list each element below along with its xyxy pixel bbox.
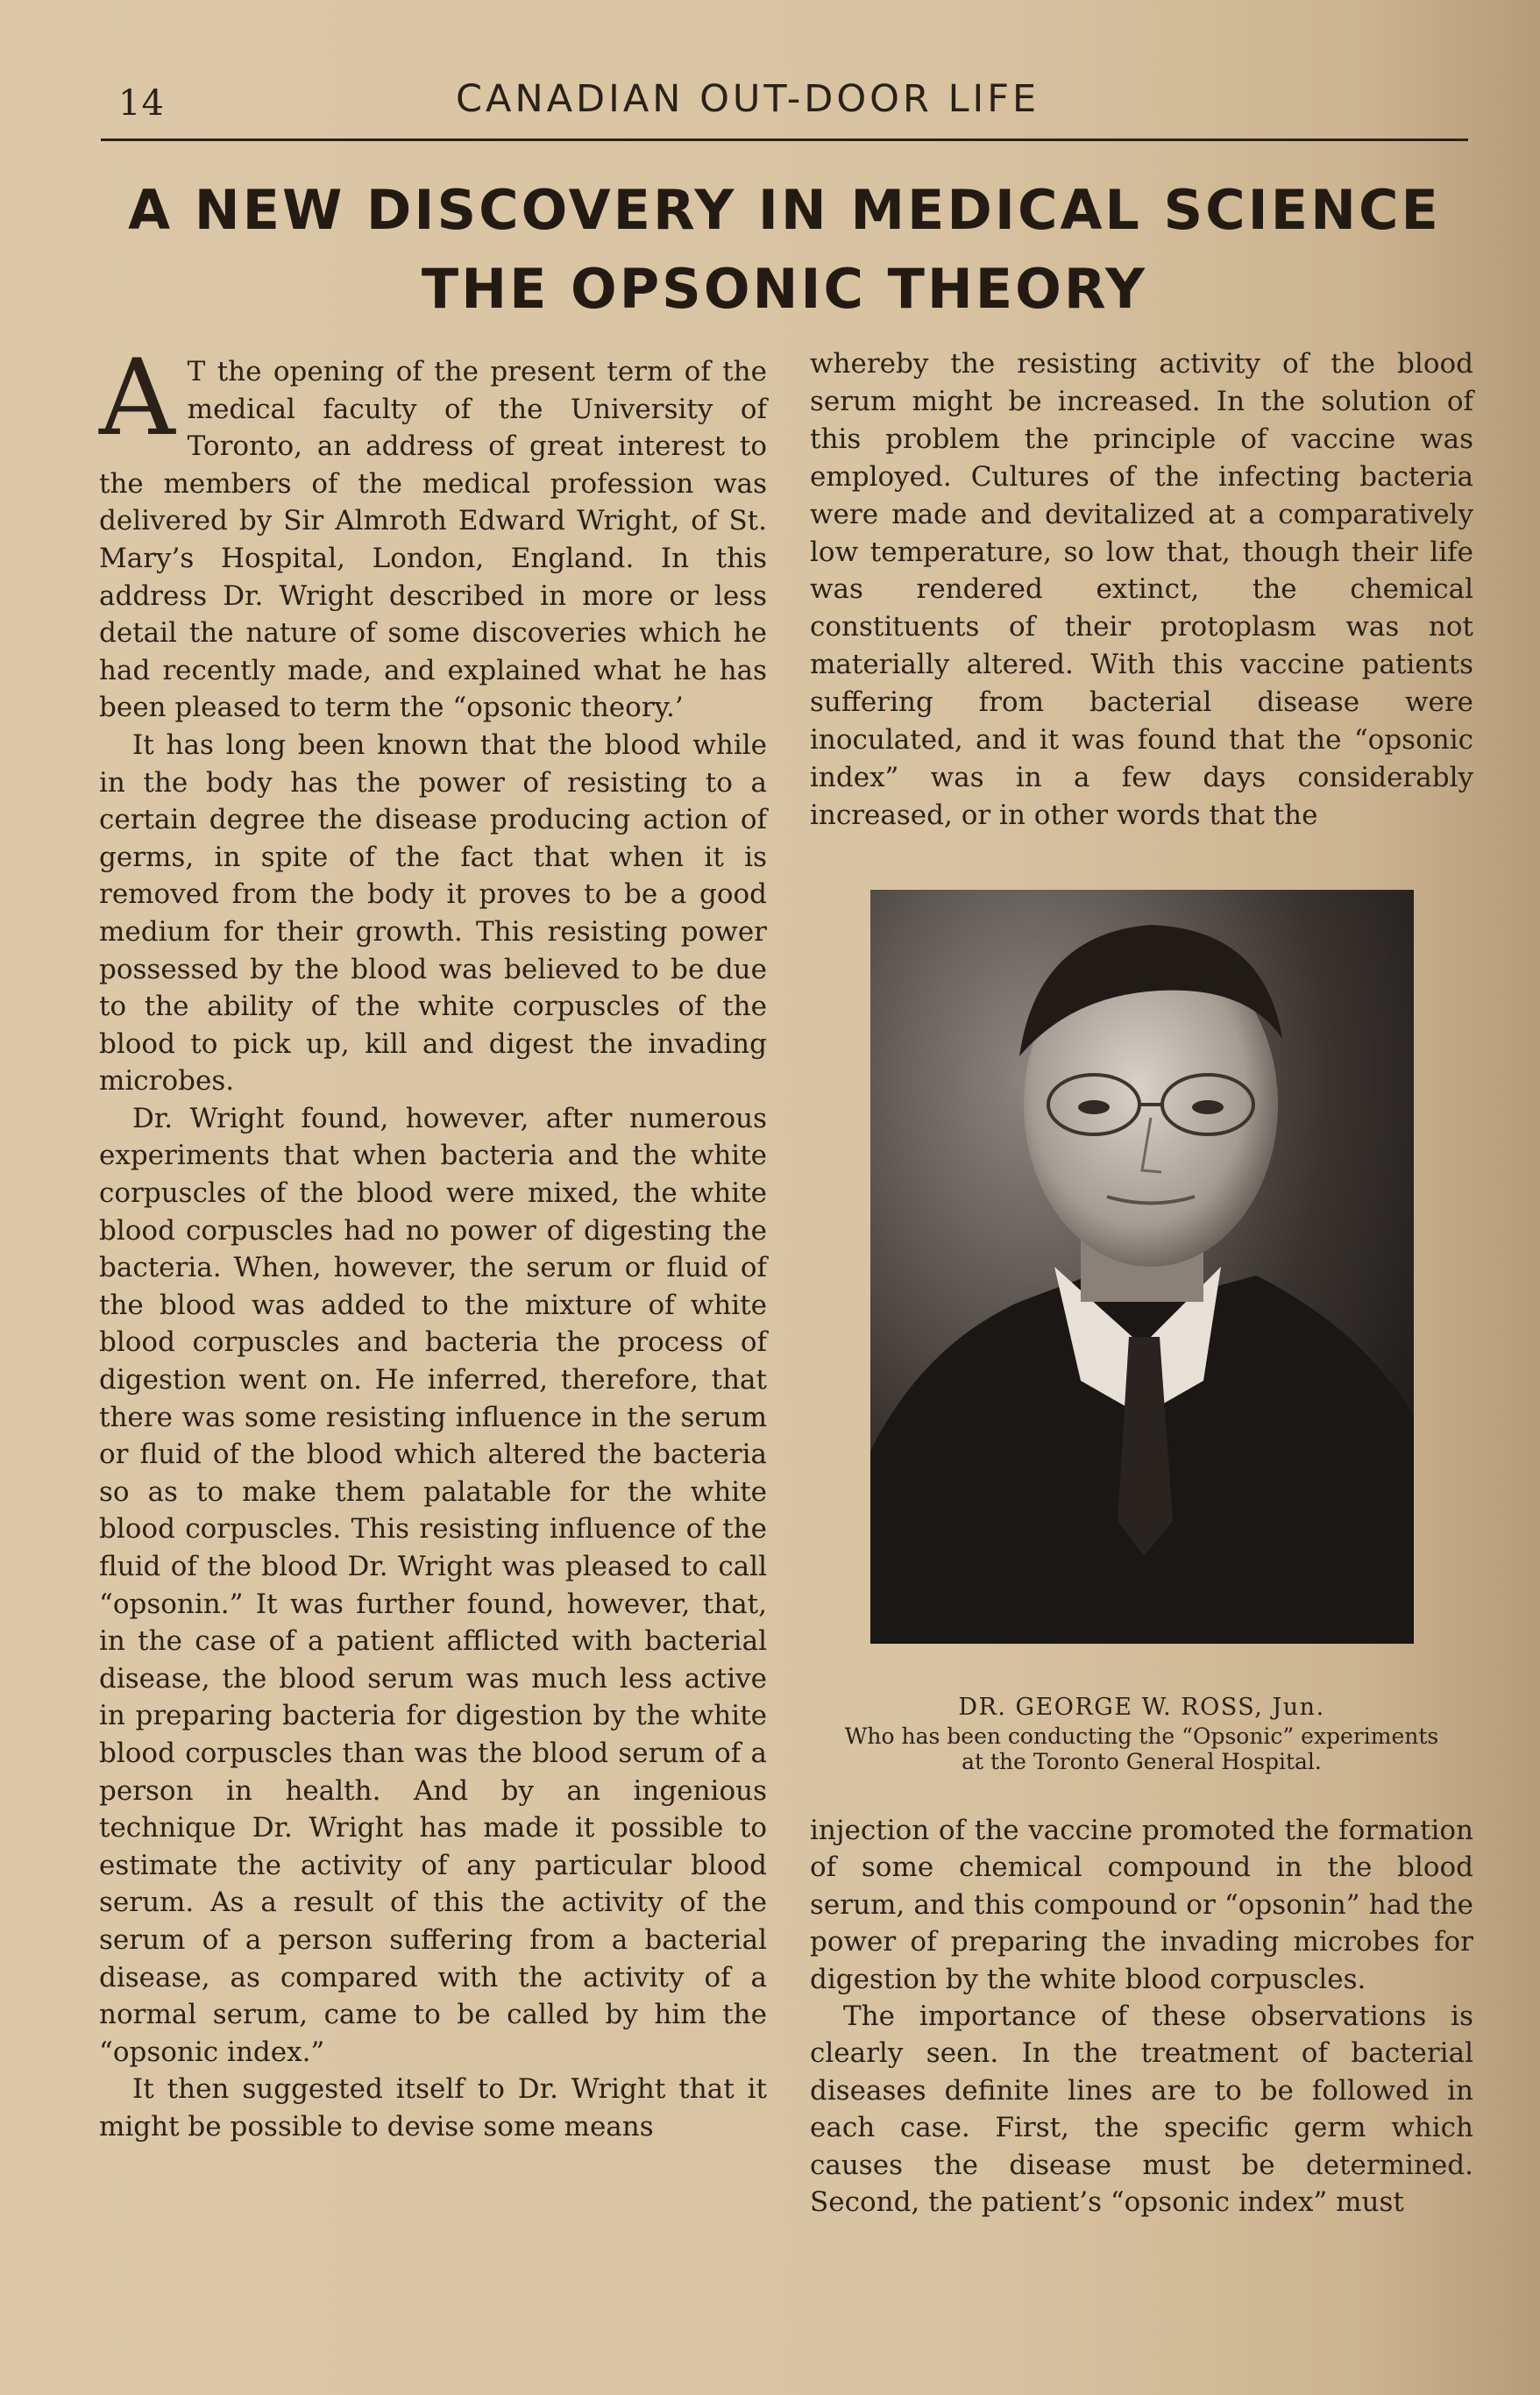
caption-description-1: Who has been conducting the “Opsonic” experiments [844, 1723, 1439, 1749]
paragraph-after-photo-1: injection of the vaccine promoted the formation of some chemical compound in the blood serum, and this compound or “opsonin” had the power of preparing the invading microbes for digestion by the white blood corpuscles. [810, 1815, 1473, 1995]
portrait-photo [870, 890, 1414, 1644]
paragraph-1-text: T the opening of the present term of the medical faculty of the University of Toronto, an address of great interest to the members of the medical profession was delivered by Sir Almroth Edward Wright, of St. Mary’s Hospital, London, England. In this address Dr. Wright described in more or less detail the nature of some discoveries which he had recently made, and explained what he has been pleased to term the “opsonic theory.’ [99, 356, 767, 724]
article-title-line-1: A NEW DISCOVERY IN MEDICAL SCIENCE [128, 178, 1441, 242]
left-column [99, 338, 767, 2146]
article-title [101, 171, 1468, 329]
right-column-bottom [810, 1812, 1473, 2221]
portrait-illustration [870, 890, 1414, 1644]
caption-description-2: at the Toronto General Hospital. [962, 1749, 1322, 1774]
right-column-top [810, 345, 1473, 835]
paragraph-1 [99, 338, 767, 727]
paragraph-after-photo-2: The importance of these observations is clearly seen. In the treatment of bacterial diseases definite lines are to be followed in each case. First, the specific germ which causes the disease must be determined. Second, the patient’s “opsonic index” must [810, 2001, 1473, 2219]
paragraph-4: It then suggested itself to Dr. Wright that it might be possible to devise some means [99, 2073, 767, 2143]
paragraph-2: It has long been known that the blood while in the body has the power of resisting to a certain degree the disease producing action of germs, in spite of the fact that when it is removed from the body it proves to be a good medium for their growth. This resisting power possessed by the blood was believed to be due to the ability of the white corpuscles of the blood to pick up, kill and digest the invading microbes. [99, 728, 767, 1098]
photo-caption [810, 1692, 1473, 1774]
article-title-line-2: THE OPSONIC THEORY [421, 257, 1148, 321]
drop-cap: A [99, 338, 175, 459]
caption-name: DR. GEORGE W. ROSS, Jun. [958, 1694, 1325, 1721]
running-head: CANADIAN OUT-DOOR LIFE [456, 77, 1040, 121]
paragraph-continued: whereby the resisting activity of the blood serum might be increased. In the solution of this problem the principle of vaccine was employed. Cultures of the infecting bacteria were made and devitalized at a comparatively low temperature, so low that, though their life was rendered extinct, the chemical constituents of their protoplasm was not materially altered. With this vaccine patients suffering from bacterial disease were inoculated, and it was found that the “opsonic index” was in a few days considerably increased, or in other words that the [810, 348, 1473, 831]
paragraph-3: Dr. Wright found, however, after numerous experiments that when bacteria and the white corpuscles of the blood were mixed, the white blood corpuscles had no power of digesting the bacteria. When, however, the serum or fluid of the blood was added to the mixture of white blood corpuscles and bacteria the process of digestion went on. He inferred, therefore, that there was some resisting influence in the serum or fluid of the blood which altered the bacteria so as to make them palatable for the white blood corpuscles. This resisting influence of the fluid of the blood Dr. Wright was pleased to call “opsonin.” It was further found, however, that, in the case of a patient afflicted with bacterial disease, the blood serum was much less active in preparing bacteria for digestion by the white blood corpuscles than was the blood serum of a person in health. And by an ingenious technique Dr. Wright has made it possible to estimate the activity of any particular blood serum. As a result of this the activity of the serum of a person suffering from a bacterial disease, as compared with the activity of a normal serum, came to be called by him the “opsonic index.” [99, 1102, 767, 2068]
header-rule [101, 139, 1468, 141]
page-number: 14 [118, 83, 165, 124]
